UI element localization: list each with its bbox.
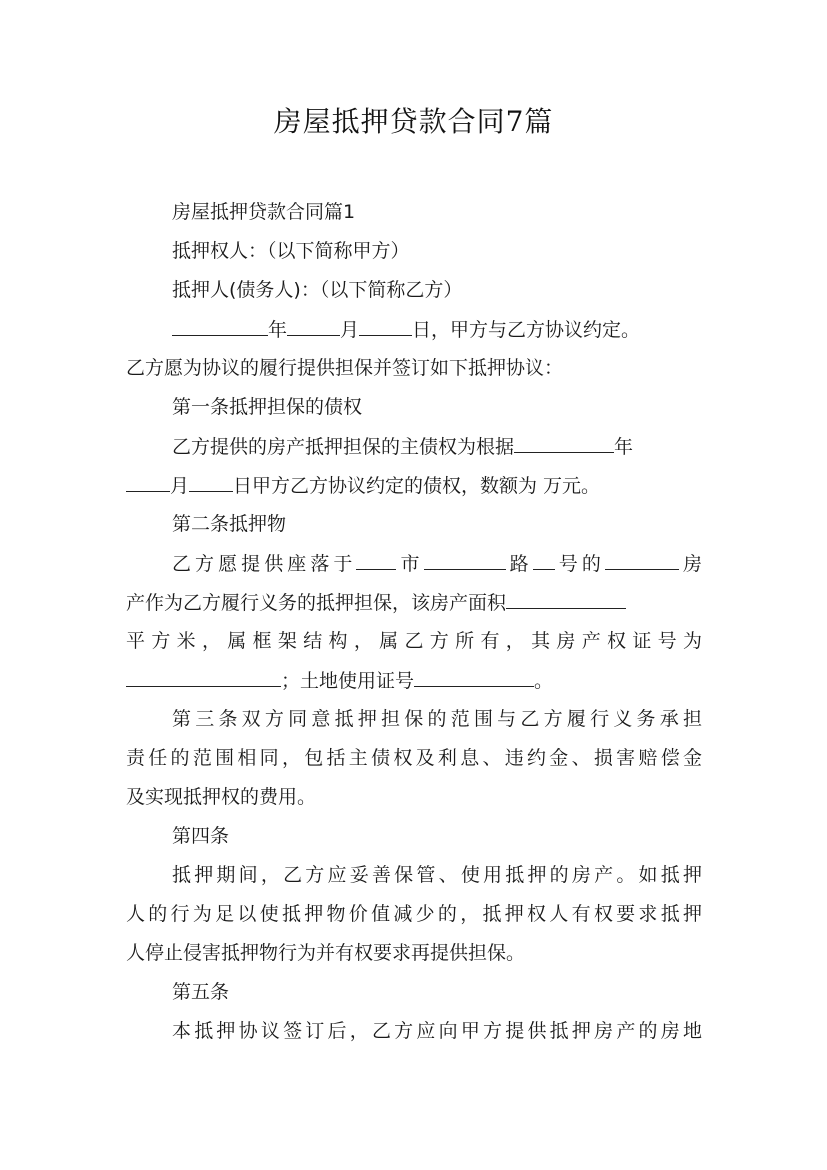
article2-heading: 第二条抵押物 xyxy=(172,513,287,535)
article4-line-1: 抵押期间，乙方应妥善保管、使用抵押的房产。如抵押 xyxy=(172,864,702,886)
article1-text-2: 日甲方乙方协议约定的债权，数额为 万元。 xyxy=(233,475,601,497)
article2-line-2 xyxy=(126,589,702,616)
land-certificate-label: ；土地使用证号 xyxy=(281,670,415,692)
article2-line-4 xyxy=(126,667,702,694)
year-label: 年 xyxy=(614,436,634,458)
article3-line-3: 及实现抵押权的费用。 xyxy=(126,786,317,808)
article3-line-1: 第三条双方同意抵押担保的范围与乙方履行义务承担 xyxy=(172,708,702,730)
road-blank xyxy=(424,550,506,570)
article2-text-2: 产作为乙方履行义务的抵押担保，该房产面积 xyxy=(126,592,507,614)
day-blank xyxy=(359,316,412,336)
intro-date-line xyxy=(172,316,702,343)
intro-line-2: 乙方愿为协议的履行提供担保并签订如下抵押协议： xyxy=(126,357,564,379)
city-label: 市 xyxy=(396,553,424,575)
day-blank xyxy=(189,472,233,492)
year-label: 年 xyxy=(268,319,288,341)
article1-line-1 xyxy=(172,433,702,460)
article1-text-1: 乙方提供的房产抵押担保的主债权为根据 xyxy=(172,436,515,458)
period: 。 xyxy=(534,670,554,692)
document-title: 房屋抵押贷款合同7篇 xyxy=(273,105,554,138)
mortgagor-line: 抵押人(债务人)：（以下简称乙方） xyxy=(172,279,463,301)
article3-line-2: 责任的范围相同，包括主债权及利息、违约金、损害赔偿金 xyxy=(126,747,702,769)
article4-line-3: 人停止侵害抵押物行为并有权要求再提供担保。 xyxy=(126,942,526,964)
article4-line-2: 人的行为足以使抵押物价值减少的，抵押权人有权要求抵押 xyxy=(126,903,702,925)
road-label: 路 xyxy=(505,553,533,575)
section-heading: 房屋抵押贷款合同篇1 xyxy=(172,201,356,223)
article5-line-1: 本抵押协议签订后，乙方应向甲方提供抵押房产的房地 xyxy=(172,1020,702,1042)
article4-heading: 第四条 xyxy=(172,825,230,847)
article1-heading: 第一条抵押担保的债权 xyxy=(172,396,363,418)
article2-line-3: 平方米，属框架结构，属乙方所有，其房产权证号为 xyxy=(126,630,702,652)
mortgagee-line: 抵押权人：（以下简称甲方） xyxy=(172,240,410,262)
article1-line-2 xyxy=(126,472,702,499)
month-blank xyxy=(287,316,340,336)
land-certificate-blank xyxy=(414,667,534,687)
intro-text: 日，甲方与乙方协议约定。 xyxy=(412,319,641,341)
property-blank xyxy=(605,550,679,570)
month-label: 月 xyxy=(340,319,360,341)
number-blank xyxy=(533,550,555,570)
article5-heading: 第五条 xyxy=(172,981,230,1003)
location-prefix: 乙方愿提供座落于 xyxy=(172,553,357,575)
date-blank xyxy=(514,433,614,453)
month-label: 月 xyxy=(170,475,190,497)
area-blank xyxy=(506,589,626,609)
month-blank xyxy=(126,472,170,492)
article2-line-1 xyxy=(172,550,702,577)
city-blank xyxy=(356,550,396,570)
certificate-blank xyxy=(126,667,281,687)
year-blank xyxy=(172,316,268,336)
number-label: 号的 xyxy=(554,553,605,575)
property-label: 房 xyxy=(678,553,702,575)
